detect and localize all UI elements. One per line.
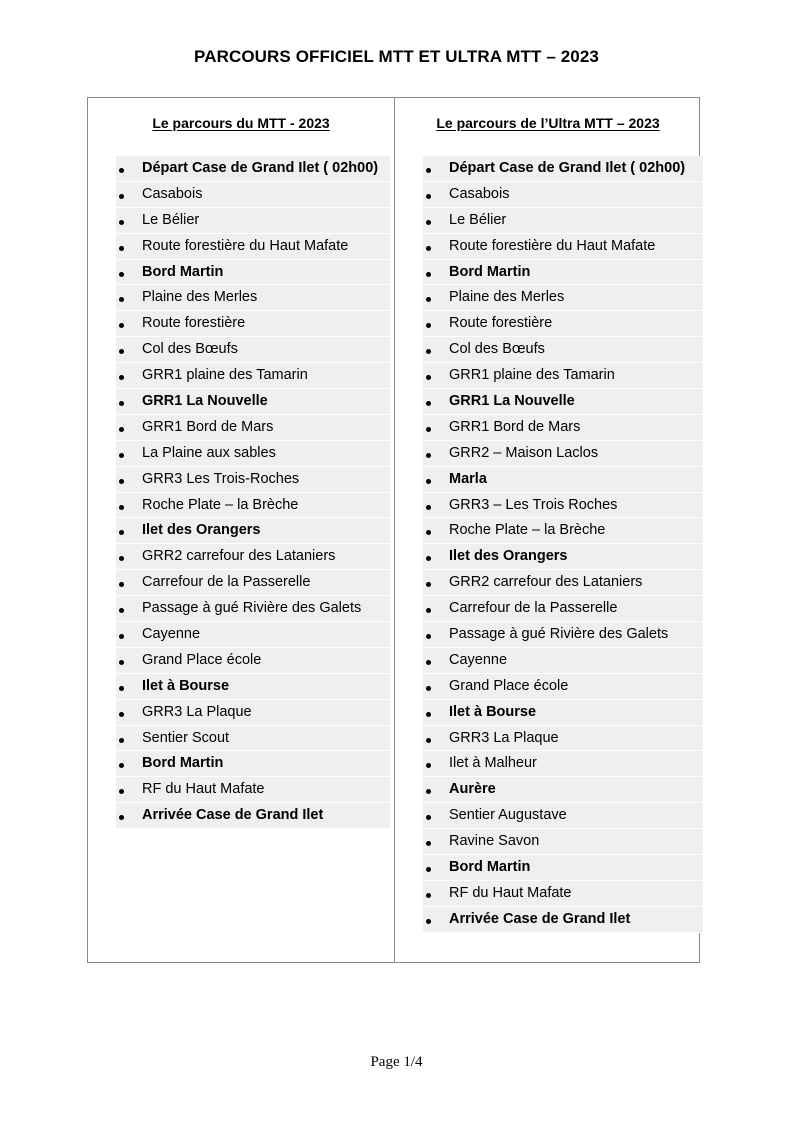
- stop-label: RF du Haut Mafate: [449, 884, 572, 901]
- list-item: [423, 674, 703, 700]
- list-item: [116, 415, 390, 441]
- list-item: [116, 700, 390, 726]
- bullet-icon: [119, 323, 124, 328]
- stop-label: Le Bélier: [142, 211, 200, 228]
- stop-label: Casabois: [449, 185, 510, 202]
- bullet-icon: [119, 194, 124, 199]
- list-item: [116, 518, 390, 544]
- list-item: [116, 751, 390, 777]
- bullet-icon: [119, 686, 124, 691]
- bullet-icon: [119, 479, 124, 484]
- list-item: [116, 260, 390, 286]
- bullet-icon: [426, 246, 431, 251]
- stop-label: Carrefour de la Passerelle: [142, 574, 311, 591]
- bullet-icon: [426, 297, 431, 302]
- ultra-stop-list: [423, 156, 703, 933]
- stop-label: Bord Martin: [142, 755, 224, 772]
- bullet-icon: [119, 712, 124, 717]
- stop-label: GRR1 Bord de Mars: [449, 418, 581, 435]
- stop-label: Arrivée Case de Grand Ilet: [142, 807, 324, 824]
- bullet-icon: [119, 375, 124, 380]
- list-item: [423, 493, 703, 519]
- stop-label: Départ Case de Grand Ilet ( 02h00): [449, 160, 686, 176]
- stop-label: Sentier Scout: [142, 729, 230, 746]
- list-item: [116, 726, 390, 752]
- bullet-icon: [426, 919, 431, 924]
- bullet-icon: [426, 401, 431, 406]
- ultra-column: [395, 98, 701, 962]
- list-item: [423, 208, 703, 234]
- list-item: [423, 700, 703, 726]
- mtt-stop-list: [116, 156, 390, 829]
- list-item: [423, 260, 703, 286]
- stop-label: GRR2 carrefour des Lataniers: [142, 548, 336, 565]
- routes-table: [87, 97, 700, 963]
- list-item: [116, 544, 390, 570]
- stop-label: Le Bélier: [449, 211, 507, 228]
- stop-label: Arrivée Case de Grand Ilet: [449, 910, 631, 927]
- bullet-icon: [426, 556, 431, 561]
- bullet-icon: [426, 479, 431, 484]
- stop-label: RF du Haut Mafate: [142, 781, 265, 798]
- bullet-icon: [426, 712, 431, 717]
- stop-label: GRR1 Bord de Mars: [142, 418, 274, 435]
- bullet-icon: [119, 427, 124, 432]
- list-item: [116, 803, 390, 829]
- bullet-icon: [426, 763, 431, 768]
- list-item: [423, 467, 703, 493]
- list-item: [116, 777, 390, 803]
- list-item: [423, 518, 703, 544]
- bullet-icon: [426, 453, 431, 458]
- list-item: [423, 363, 703, 389]
- list-item: [116, 363, 390, 389]
- bullet-icon: [426, 427, 431, 432]
- ultra-heading-text: Le parcours de l’Ultra MTT – 2023: [436, 115, 660, 131]
- mtt-heading: [88, 115, 394, 131]
- stop-label: GRR2 – Maison Laclos: [449, 444, 599, 461]
- bullet-icon: [426, 867, 431, 872]
- stop-label: Roche Plate – la Brèche: [142, 496, 299, 513]
- list-item: [423, 777, 703, 803]
- stop-label: Grand Place école: [449, 677, 569, 694]
- mtt-heading-text: Le parcours du MTT - 2023: [152, 115, 330, 131]
- document-title: PARCOURS OFFICIEL MTT ET ULTRA MTT – 2023: [194, 47, 599, 66]
- stop-label: Départ Case de Grand Ilet ( 02h00): [142, 160, 379, 176]
- bullet-icon: [426, 686, 431, 691]
- stop-label: Cayenne: [142, 626, 201, 643]
- stop-label: Ilet des Orangers: [142, 522, 261, 539]
- stop-label: Col des Bœufs: [142, 341, 238, 358]
- stop-label: Aurère: [449, 781, 496, 798]
- bullet-icon: [426, 738, 431, 743]
- bullet-icon: [119, 505, 124, 510]
- list-item: [116, 208, 390, 234]
- bullet-icon: [426, 375, 431, 380]
- stop-label: Route forestière du Haut Mafate: [449, 237, 656, 254]
- list-item: [423, 751, 703, 777]
- stop-label: GRR3 La Plaque: [449, 729, 559, 746]
- bullet-icon: [119, 634, 124, 639]
- bullet-icon: [426, 349, 431, 354]
- list-item: [423, 285, 703, 311]
- list-item: [116, 182, 390, 208]
- bullet-icon: [426, 608, 431, 613]
- list-item: [116, 156, 390, 182]
- bullet-icon: [119, 582, 124, 587]
- bullet-icon: [119, 349, 124, 354]
- stop-label: Plaine des Merles: [449, 289, 565, 306]
- stop-label: Col des Bœufs: [449, 341, 545, 358]
- list-item: [423, 337, 703, 363]
- stop-label: GRR1 plaine des Tamarin: [449, 367, 615, 384]
- list-item: [116, 493, 390, 519]
- list-item: [423, 415, 703, 441]
- list-item: [116, 622, 390, 648]
- list-item: [423, 596, 703, 622]
- list-item: [423, 622, 703, 648]
- bullet-icon: [119, 401, 124, 406]
- stop-label: Ravine Savon: [449, 833, 540, 850]
- ultra-heading: [395, 115, 701, 131]
- bullet-icon: [426, 272, 431, 277]
- stop-label: Bord Martin: [449, 859, 531, 876]
- list-item: [423, 881, 703, 907]
- list-item: [116, 467, 390, 493]
- list-item: [116, 234, 390, 260]
- stop-label: Casabois: [142, 185, 203, 202]
- stop-label: La Plaine aux sables: [142, 444, 276, 461]
- stop-label: Sentier Augustave: [449, 807, 567, 824]
- bullet-icon: [119, 246, 124, 251]
- list-item: [423, 311, 703, 337]
- stop-label: Ilet à Malheur: [449, 755, 537, 772]
- bullet-icon: [119, 738, 124, 743]
- bullet-icon: [119, 530, 124, 535]
- bullet-icon: [119, 789, 124, 794]
- list-item: [423, 182, 703, 208]
- bullet-icon: [426, 323, 431, 328]
- bullet-icon: [119, 272, 124, 277]
- stop-label: GRR3 – Les Trois Roches: [449, 496, 618, 513]
- bullet-icon: [119, 220, 124, 225]
- stop-label: Bord Martin: [142, 263, 224, 280]
- bullet-icon: [426, 505, 431, 510]
- stop-label: Ilet à Bourse: [142, 677, 230, 694]
- list-item: [116, 570, 390, 596]
- stop-label: Route forestière du Haut Mafate: [142, 237, 349, 254]
- stop-label: GRR1 plaine des Tamarin: [142, 367, 308, 384]
- bullet-icon: [119, 556, 124, 561]
- stop-label: Passage à gué Rivière des Galets: [142, 600, 362, 617]
- bullet-icon: [426, 660, 431, 665]
- bullet-icon: [119, 168, 124, 173]
- list-item: [423, 829, 703, 855]
- stop-label: GRR3 Les Trois-Roches: [142, 470, 300, 487]
- list-item: [423, 234, 703, 260]
- list-item: [423, 648, 703, 674]
- stop-label: Roche Plate – la Brèche: [449, 522, 606, 539]
- stop-label: GRR2 carrefour des Lataniers: [449, 574, 643, 591]
- bullet-icon: [426, 841, 431, 846]
- bullet-icon: [426, 789, 431, 794]
- stop-label: Bord Martin: [449, 263, 531, 280]
- list-item: [116, 596, 390, 622]
- bullet-icon: [119, 763, 124, 768]
- list-item: [116, 285, 390, 311]
- stop-label: Route forestière: [142, 315, 246, 332]
- stop-label: Cayenne: [449, 651, 508, 668]
- stop-label: Route forestière: [449, 315, 553, 332]
- list-item: [116, 648, 390, 674]
- bullet-icon: [426, 815, 431, 820]
- stop-label: GRR1 La Nouvelle: [449, 393, 575, 410]
- bullet-icon: [426, 634, 431, 639]
- list-item: [423, 726, 703, 752]
- list-item: [423, 907, 703, 933]
- list-item: [116, 389, 390, 415]
- stop-label: Ilet à Bourse: [449, 703, 537, 720]
- list-item: [116, 674, 390, 700]
- list-item: [116, 311, 390, 337]
- bullet-icon: [119, 660, 124, 665]
- list-item: [423, 803, 703, 829]
- bullet-icon: [426, 893, 431, 898]
- bullet-icon: [119, 453, 124, 458]
- list-item: [423, 570, 703, 596]
- bullet-icon: [119, 815, 124, 820]
- list-item: [423, 544, 703, 570]
- bullet-icon: [426, 582, 431, 587]
- bullet-icon: [119, 297, 124, 302]
- stop-label: Carrefour de la Passerelle: [449, 600, 618, 617]
- list-item: [423, 441, 703, 467]
- stop-label: GRR3 La Plaque: [142, 703, 252, 720]
- bullet-icon: [426, 530, 431, 535]
- list-item: [116, 441, 390, 467]
- stop-label: GRR1 La Nouvelle: [142, 393, 268, 410]
- bullet-icon: [119, 608, 124, 613]
- mtt-column: [88, 98, 394, 962]
- bullet-icon: [426, 168, 431, 173]
- list-item: [423, 156, 703, 182]
- list-item: [116, 337, 390, 363]
- stop-label: Ilet des Orangers: [449, 548, 568, 565]
- stop-label: Plaine des Merles: [142, 289, 258, 306]
- list-item: [423, 389, 703, 415]
- stop-label: Marla: [449, 470, 487, 487]
- stop-label: Grand Place école: [142, 651, 262, 668]
- bullet-icon: [426, 220, 431, 225]
- list-item: [423, 855, 703, 881]
- bullet-icon: [426, 194, 431, 199]
- page-number: Page 1/4: [370, 1054, 423, 1070]
- stop-label: Passage à gué Rivière des Galets: [449, 626, 669, 643]
